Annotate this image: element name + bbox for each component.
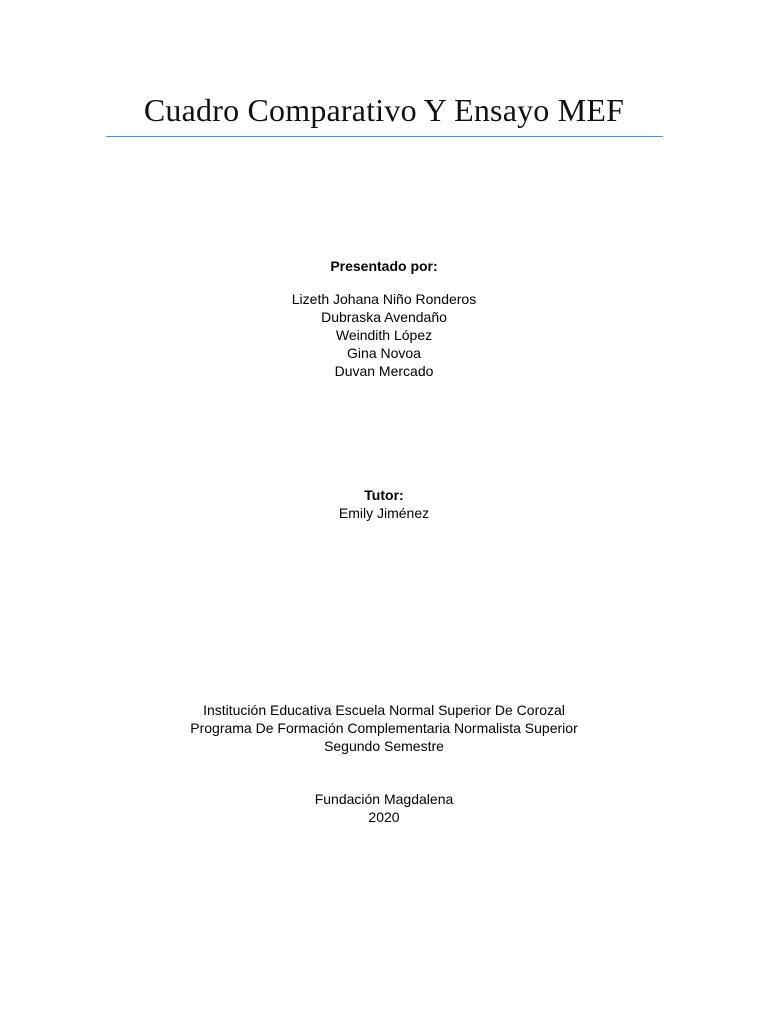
foundation-block [0,790,768,826]
tutor-label: Tutor: [364,487,404,503]
document-title: Cuadro Comparativo Y Ensayo MEF [143,92,625,128]
program-name: Programa De Formación Complementaria Normalista Superior [190,720,578,736]
institution-name: Institución Educativa Escuela Normal Superior De Corozal [203,702,565,718]
document-year: 2020 [368,809,400,825]
author-name: Weindith López [335,327,433,343]
author-name: Gina Novoa [347,345,421,361]
title-underline [106,136,663,137]
semester: Segundo Semestre [324,738,444,754]
presented-by-label: Presentado por: [330,258,438,274]
author-name: Duvan Mercado [334,363,434,379]
author-name: Lizeth Johana Niño Ronderos [291,291,477,307]
author-name: Dubraska Avendaño [321,309,447,325]
foundation-name: Fundación Magdalena [314,791,454,807]
tutor-name: Emily Jiménez [338,505,430,521]
institution-block [0,701,768,755]
author-list [0,290,768,380]
